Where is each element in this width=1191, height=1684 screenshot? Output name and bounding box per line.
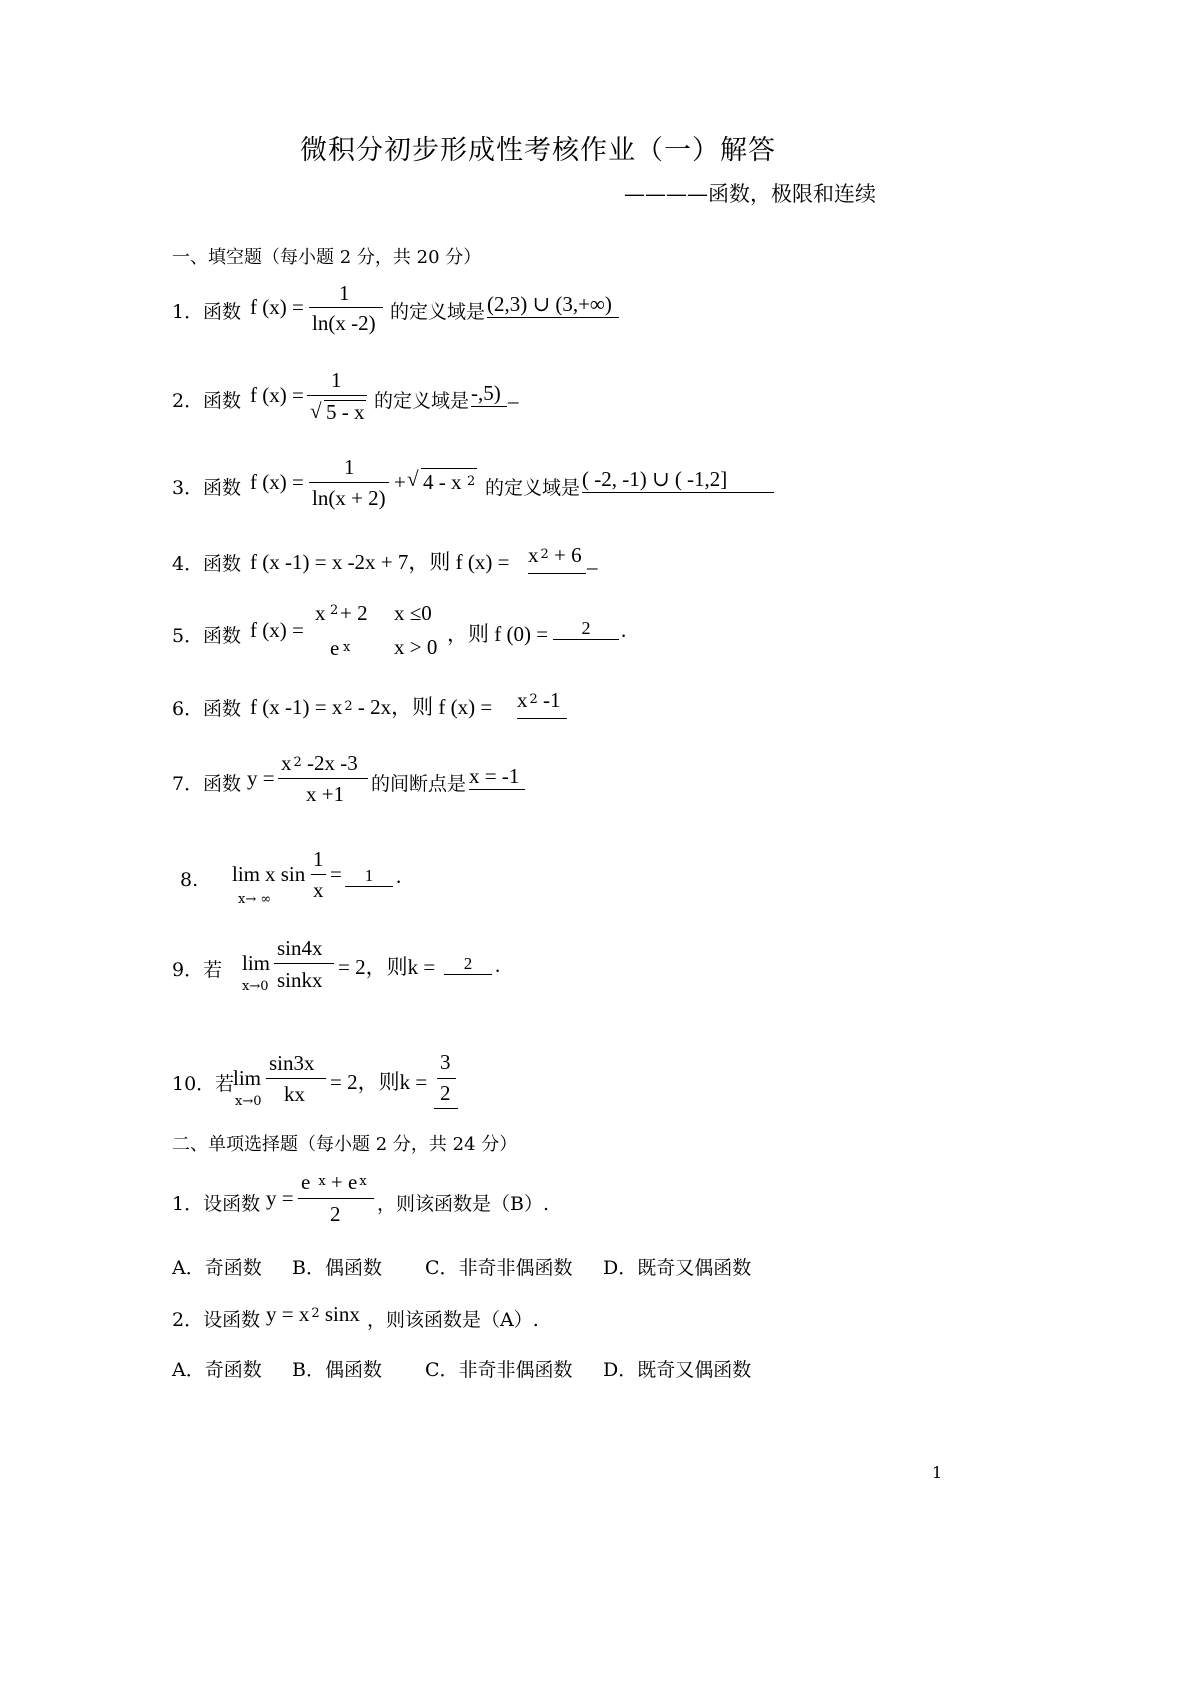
option-d: D．既奇又偶函数	[603, 1257, 752, 1279]
fraction-numerator: sin3x	[269, 1051, 315, 1075]
page-number: 1	[932, 1463, 943, 1482]
page-title: 微积分初步形成性考核作业（一）解答	[300, 135, 776, 166]
section-heading-fill-blank: 一、填空题（每小题 2 分，共 20 分）	[172, 247, 482, 268]
fraction-bar	[278, 778, 368, 779]
sqrt-symbol: √	[310, 399, 322, 423]
fraction-denominator: kx	[284, 1082, 305, 1106]
fraction-numerator: 1	[339, 281, 350, 305]
option-a: A．奇函数	[172, 1359, 262, 1381]
answer-blank: ( -2, -1) ∪ ( -1,2]	[582, 467, 774, 493]
answer-blank: x $^2$ -1	[517, 688, 567, 719]
answer-blank: x = -1	[469, 764, 525, 790]
option-c: C．非奇非偶函数	[425, 1359, 573, 1381]
fraction-numerator: 1	[313, 847, 324, 871]
fraction-denominator: x	[313, 878, 324, 902]
sqrt-symbol: √	[407, 467, 419, 491]
fraction-numerator: 1	[331, 368, 342, 392]
fraction-bar	[298, 1198, 374, 1199]
fraction-denominator: 2	[330, 1202, 341, 1226]
fraction-denominator: ln(x -2)	[312, 311, 376, 335]
fraction-bar	[437, 1078, 456, 1079]
fraction-bar	[309, 307, 383, 308]
fraction-denominator: x +1	[306, 782, 345, 806]
fraction-numerator: x $^2$ -2x -3	[281, 751, 358, 775]
fraction-numerator: e $^x$ + e $^x$	[301, 1170, 367, 1194]
page-subtitle: ————函数，极限和连续	[624, 182, 876, 206]
option-c: C．非奇非偶函数	[425, 1257, 573, 1279]
answer-blank: x $^2$ + 6	[528, 543, 586, 574]
option-d: D．既奇又偶函数	[603, 1359, 752, 1381]
fraction-numerator: sin4x	[277, 936, 323, 960]
answer-blank: 2	[553, 618, 619, 640]
fraction-bar	[309, 482, 389, 483]
fraction-numerator: 1	[344, 455, 355, 479]
fraction-bar	[307, 395, 367, 396]
fraction-bar	[274, 963, 334, 964]
fraction-bar	[266, 1078, 326, 1079]
fraction-bar	[311, 874, 326, 875]
fraction-denominator: sinkx	[277, 968, 323, 992]
answer-blank: 2	[444, 954, 492, 975]
answer-numerator: 3	[440, 1050, 451, 1074]
option-b: B．偶函数	[292, 1257, 382, 1279]
answer-blank: (2,3) ∪ (3,+∞)	[487, 292, 619, 318]
option-b: B．偶函数	[292, 1359, 382, 1381]
answer-underline	[434, 1108, 458, 1109]
fraction-denominator: 5 - x	[326, 400, 365, 424]
option-a: A．奇函数	[172, 1257, 262, 1279]
section-heading-multiple-choice: 二、单项选择题（每小题 2 分，共 24 分）	[172, 1134, 518, 1155]
answer-blank: -,5)	[471, 381, 507, 407]
answer-denominator: 2	[440, 1081, 451, 1105]
fraction-denominator: ln(x + 2)	[312, 486, 386, 510]
answer-blank: 1	[345, 866, 393, 887]
